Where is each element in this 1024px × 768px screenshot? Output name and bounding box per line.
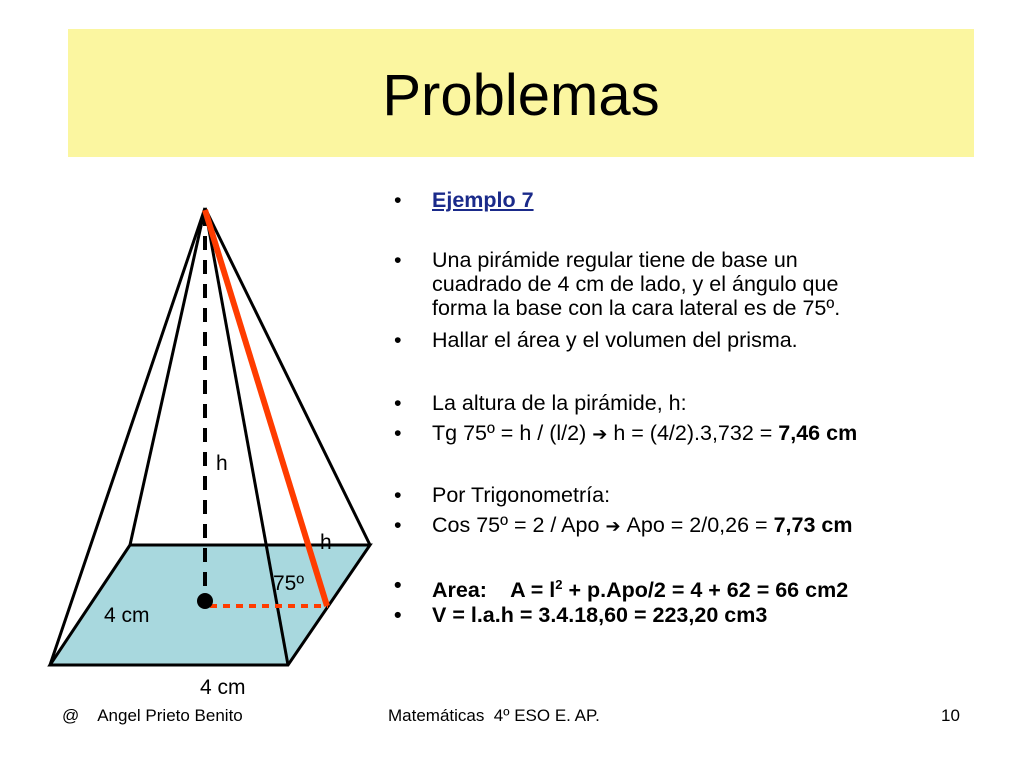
- bullet-area: [394, 573, 1012, 602]
- slide-title: Problemas: [382, 63, 660, 128]
- bullet-dot: •: [394, 248, 402, 272]
- tangent-formula: Tg 75º = h / (l/2): [432, 421, 587, 445]
- tangent-calc: h = (4/2).3,732 =: [613, 421, 779, 445]
- label-side-left: 4 cm: [104, 604, 150, 627]
- statement-line-3: forma la base con la cara lateral es de 75º.: [432, 296, 841, 320]
- bullet-statement: [394, 248, 1012, 320]
- lateral-edge-back-right: [205, 208, 370, 545]
- label-height: h: [216, 452, 228, 475]
- base-center-point: [197, 593, 213, 609]
- bullet-example-title: [394, 188, 1012, 212]
- footer-page-number: 10: [941, 706, 960, 725]
- bullet-dot: •: [394, 328, 402, 352]
- footer-course: Matemáticas 4º ESO E. AP.: [388, 706, 600, 725]
- bullet-dot: •: [394, 573, 402, 597]
- label-side-bottom: 4 cm: [200, 676, 246, 699]
- area-exponent: 2: [555, 577, 563, 592]
- lateral-edge-back-left: [130, 208, 205, 545]
- arrow-icon: ➔: [605, 516, 621, 537]
- bullet-dot: •: [394, 391, 402, 415]
- bullet-dot: •: [394, 513, 402, 537]
- area-formula-pre: Area: A = l: [432, 578, 556, 603]
- area-formula-post: + p.Apo/2 = 4 + 62 = 66 cm2: [562, 578, 849, 603]
- footer-author: @ Angel Prieto Benito: [62, 706, 243, 725]
- bullet-dot: •: [394, 188, 402, 212]
- bullet-tangent: [394, 421, 1012, 447]
- height-heading-text: La altura de la pirámide, h:: [432, 391, 687, 415]
- cosine-calc: Apo = 2/0,26 =: [626, 513, 774, 537]
- bullet-task: [394, 328, 1012, 352]
- label-angle: 75º: [273, 572, 305, 595]
- label-apothem: h: [320, 531, 332, 554]
- bullet-height-heading: [394, 391, 1012, 415]
- arrow-icon: ➔: [592, 424, 608, 445]
- volume-formula: V = l.a.h = 3.4.18,60 = 223,20 cm3: [432, 603, 768, 627]
- bullet-trig-heading: [394, 483, 1012, 507]
- bullet-dot: •: [394, 421, 402, 445]
- bullet-dot: •: [394, 483, 402, 507]
- bullet-cosine: [394, 513, 1012, 539]
- task-text: Hallar el área y el volumen del prisma.: [432, 328, 798, 352]
- example-link[interactable]: Ejemplo 7: [432, 188, 534, 212]
- statement-line-1: Una pirámide regular tiene de base un: [432, 248, 798, 272]
- apothem-result: 7,73 cm: [773, 513, 853, 537]
- height-result: 7,46 cm: [778, 421, 858, 445]
- trig-heading-text: Por Trigonometría:: [432, 483, 611, 507]
- bullet-volume: [394, 603, 1012, 627]
- cosine-formula: Cos 75º = 2 / Apo: [432, 513, 600, 537]
- statement-line-2: cuadrado de 4 cm de lado, y el ángulo que: [432, 272, 839, 296]
- bullet-dot: •: [394, 603, 402, 627]
